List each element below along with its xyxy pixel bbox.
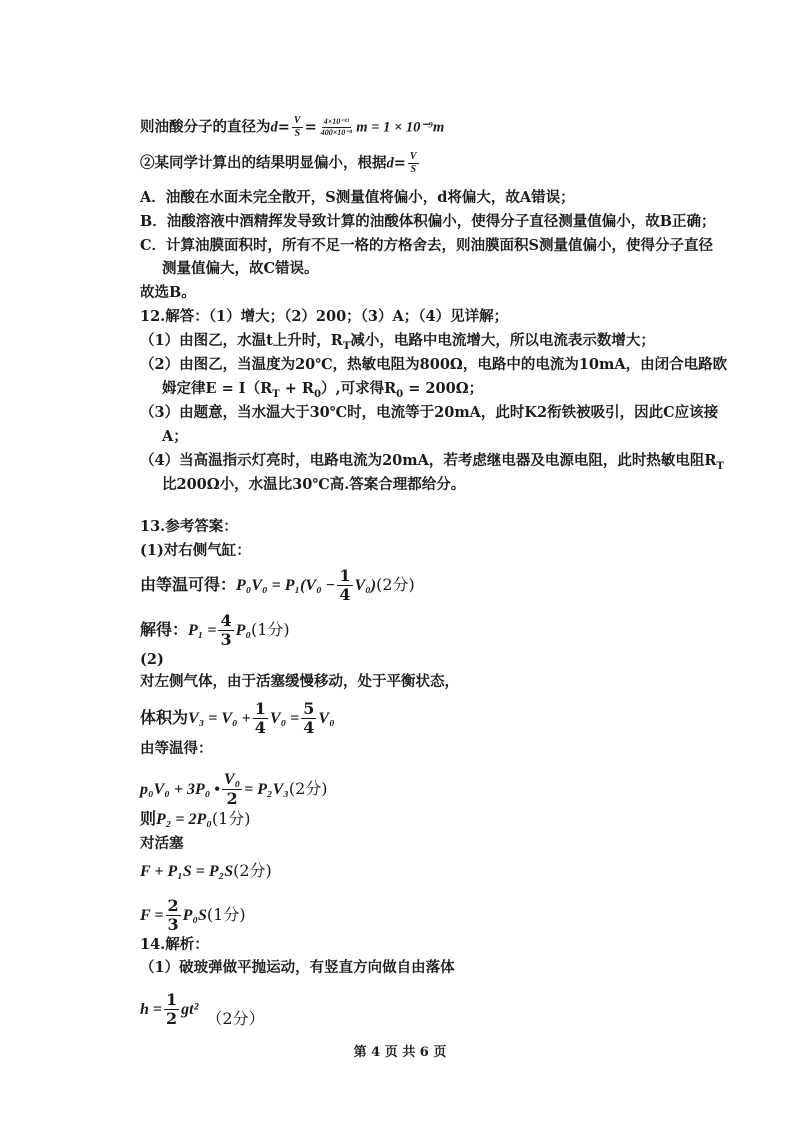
note-2: ②某同学计算出的结果明显偏小，根据d= $\frac{V}{S}$ <box>140 151 417 175</box>
piston-label: 对活塞 <box>140 835 184 852</box>
isothermal-eq-2: p₀V₀ + 3P₀ • $\frac{\text{V₀}}{2}$ = P₂V₃(2分) <box>140 771 328 808</box>
p12-line1: （1）由图乙，水温t上升时，$R_T$减小，电路中电流增大，所以电流表示数增大； <box>140 332 655 352</box>
p12-line4a: （4）当高温指示灯亮时，电路电流为20mA，若考虑继电器及电源电阻，此时热敏电阻$R_T$ <box>140 452 724 472</box>
p12-line3b: A； <box>162 428 188 445</box>
left-gas-text: 对左侧气体，由于活塞缓慢移动，处于平衡状态， <box>140 673 459 690</box>
numeric-fraction: $\frac{\text{4×10⁻¹¹}}{\text{400×10⁻⁴}}$ <box>320 117 353 137</box>
v-over-s: $\frac{V}{S}$ <box>293 115 301 139</box>
volume-eq: 体积为V₃ = V₀ + $\frac{1}{4}$ V₀ = $\frac{5}{4}$ V₀ <box>140 699 335 737</box>
option-c-line2: 测量值偏大，故C错误。 <box>162 260 319 277</box>
isothermal-label-2: 由等温得： <box>140 740 213 757</box>
p12-line2a: （2）由图乙，当温度为20℃，热敏电阻为800Ω，电路中的电流为10mA，由闭合电路欧 <box>140 356 728 373</box>
p12-line2b: 姆定律$E = I(R_T + R_0)$,可求得$R_0 = 200\Omega$； <box>162 380 484 400</box>
p13-head: 13.参考答案： <box>140 518 238 535</box>
p14-head: 14.解析： <box>140 936 209 953</box>
option-a: A．油酸在水面未完全散开，S测量值将偏小，d将偏大，故A错误； <box>140 189 575 206</box>
diameter-line: 则油酸分子的直径为d= $\frac{V}{S}$ = $\frac{\text{4×10⁻¹¹}}{\text{400×10⁻⁴}}$ m = 1 × 10⁻⁹m <box>140 115 445 139</box>
p12-head: 12.解答：（1）增大；（2）200；（3）A；（4）见详解； <box>140 308 509 325</box>
force-eq-2: F = $\frac{2}{3}$ P₀S(1分) <box>140 896 246 934</box>
p12-line3a: （3）由题意，当水温大于30℃时，电流等于20mA，此时K2衔铁被吸引，因此C应该接 <box>140 404 719 421</box>
force-eq-1: F + P₁S = P₂S(2分) <box>140 861 272 880</box>
option-c-line1: C．计算油膜面积时，所有不足一格的方格舍去，则油膜面积S测量值偏小，使得分子直径 <box>140 237 714 254</box>
then-eq: 则P₂ = 2P₀(1分) <box>140 809 251 828</box>
page-footer: 第 4 页 共 6 页 <box>353 1045 447 1060</box>
free-fall-eq: h = $\frac{1}{2}$ gt² （2分） <box>140 990 265 1028</box>
solution-p1: 解得：P₁ = $\frac{4}{3}$ P₀(1分) <box>140 611 290 649</box>
option-b: B．油酸溶液中酒精挥发导致计算的油酸体积偏小，使得分子直径测量值偏小，故B正确； <box>140 213 716 230</box>
p14-line1: （1）破玻弹做平抛运动，有竖直方向做自由落体 <box>140 959 455 976</box>
p12-line4b: 比200Ω小，水温比30℃高.答案合理都给分。 <box>162 476 466 493</box>
p13-part1: (1)对右侧气缸： <box>140 542 251 559</box>
diameter-text: 则油酸分子的直径为 <box>140 118 271 136</box>
diameter-result: m = 1 × 10⁻⁹m <box>356 119 445 136</box>
choose-answer: 故选B。 <box>140 284 196 301</box>
p13-part2: (2) <box>140 651 164 668</box>
isothermal-eq-1: 由等温可得：P₀V₀ = P₁(V₀ − $\frac{1}{4}$ V₀)(2分) <box>140 566 415 604</box>
